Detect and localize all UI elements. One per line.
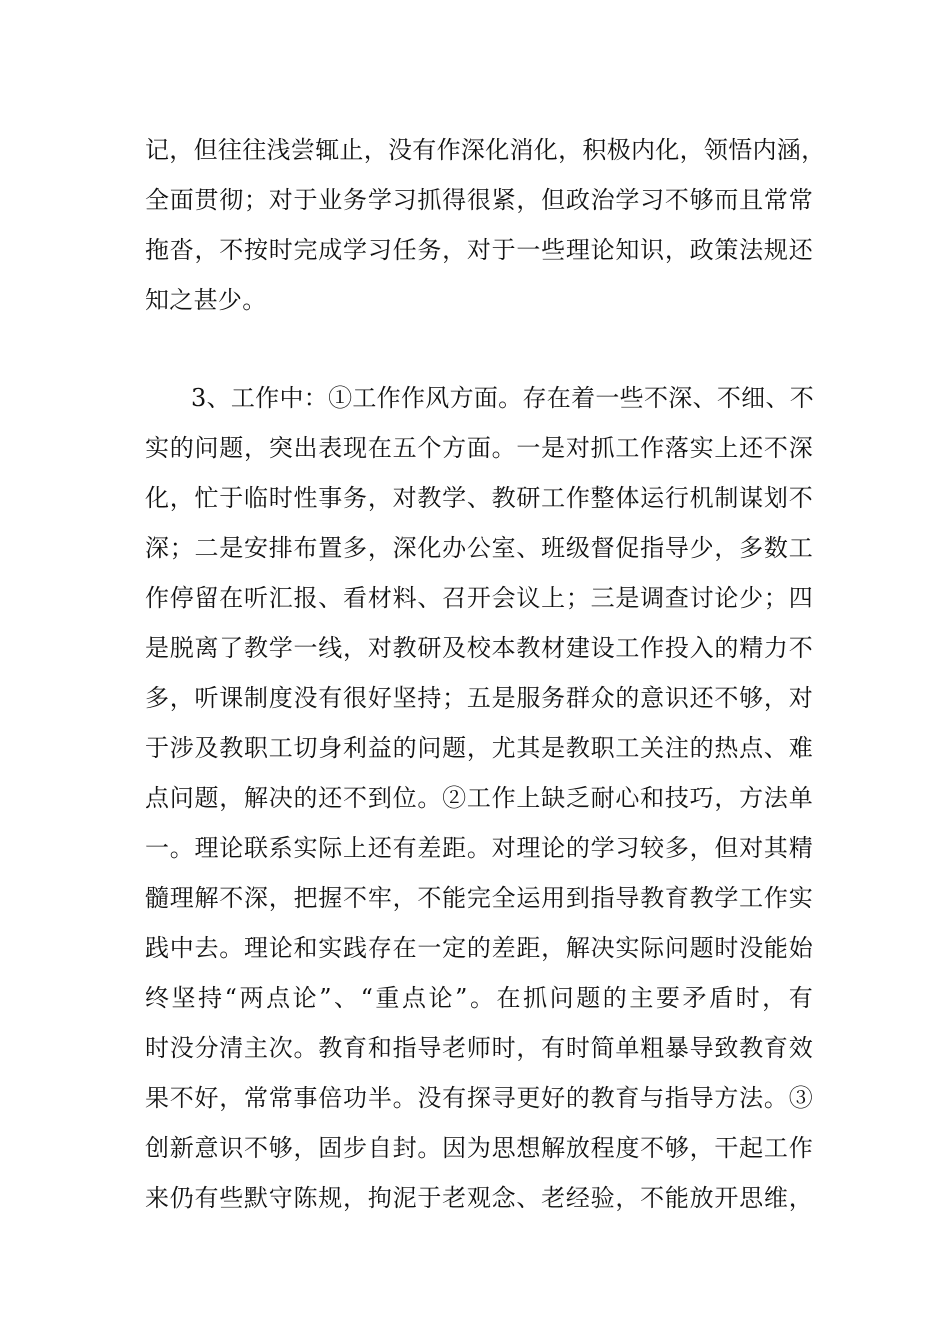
text-line: 化，忙于临时性事务，对教学、教研工作整体运行机制谋划不 — [145, 484, 813, 512]
paragraph-work-issues — [145, 373, 813, 1223]
text-line: 拖沓，不按时完成学习任务，对于一些理论知识，政策法规还 — [145, 236, 813, 264]
text-line: 髓理解不深，把握不牢，不能完全运用到指导教育教学工作实 — [145, 884, 813, 912]
text-line: 知之甚少。 — [145, 286, 267, 314]
text-line: 全面贯彻；对于业务学习抓得很紧，但政治学习不够而且常常 — [145, 186, 813, 214]
paragraph-study-issues — [145, 125, 826, 325]
text-line: 果不好，常常事倍功半。没有探寻更好的教育与指导方法。③ — [145, 1084, 813, 1112]
text-line: 于涉及教职工切身利益的问题，尤其是教职工关注的热点、难 — [145, 734, 813, 762]
text-line: 创新意识不够，固步自封。因为思想解放程度不够，干起工作 — [145, 1134, 813, 1162]
text-line: 来仍有些默守陈规，拘泥于老观念、老经验，不能放开思维， — [145, 1184, 813, 1212]
text-line: 践中去。理论和实践存在一定的差距，解决实际问题时没能始 — [145, 934, 813, 962]
text-line: 点问题，解决的还不到位。②工作上缺乏耐心和技巧，方法单 — [145, 784, 813, 812]
text-line: 是脱离了教学一线，对教研及校本教材建设工作投入的精力不 — [145, 634, 813, 662]
text-line: 时没分清主次。教育和指导老师时，有时简单粗暴导致教育效 — [145, 1034, 813, 1062]
text-line: 多，听课制度没有很好坚持；五是服务群众的意识还不够，对 — [145, 684, 813, 712]
text-line: 一。理论联系实际上还有差距。对理论的学习较多，但对其精 — [145, 834, 813, 862]
text-line: 作停留在听汇报、看材料、召开会议上；三是调查讨论少；四 — [145, 584, 813, 612]
text-line: 3、工作中：①工作作风方面。存在着一些不深、不细、不 — [191, 384, 815, 412]
text-line: 实的问题，突出表现在五个方面。一是对抓工作落实上还不深 — [145, 434, 813, 462]
text-line: 记，但往往浅尝辄止，没有作深化消化，积极内化，领悟内涵， — [145, 136, 826, 164]
text-line: 终坚持“两点论”、“重点论”。在抓问题的主要矛盾时，有 — [145, 984, 813, 1012]
text-line: 深；二是安排布置多，深化办公室、班级督促指导少，多数工 — [145, 534, 813, 562]
